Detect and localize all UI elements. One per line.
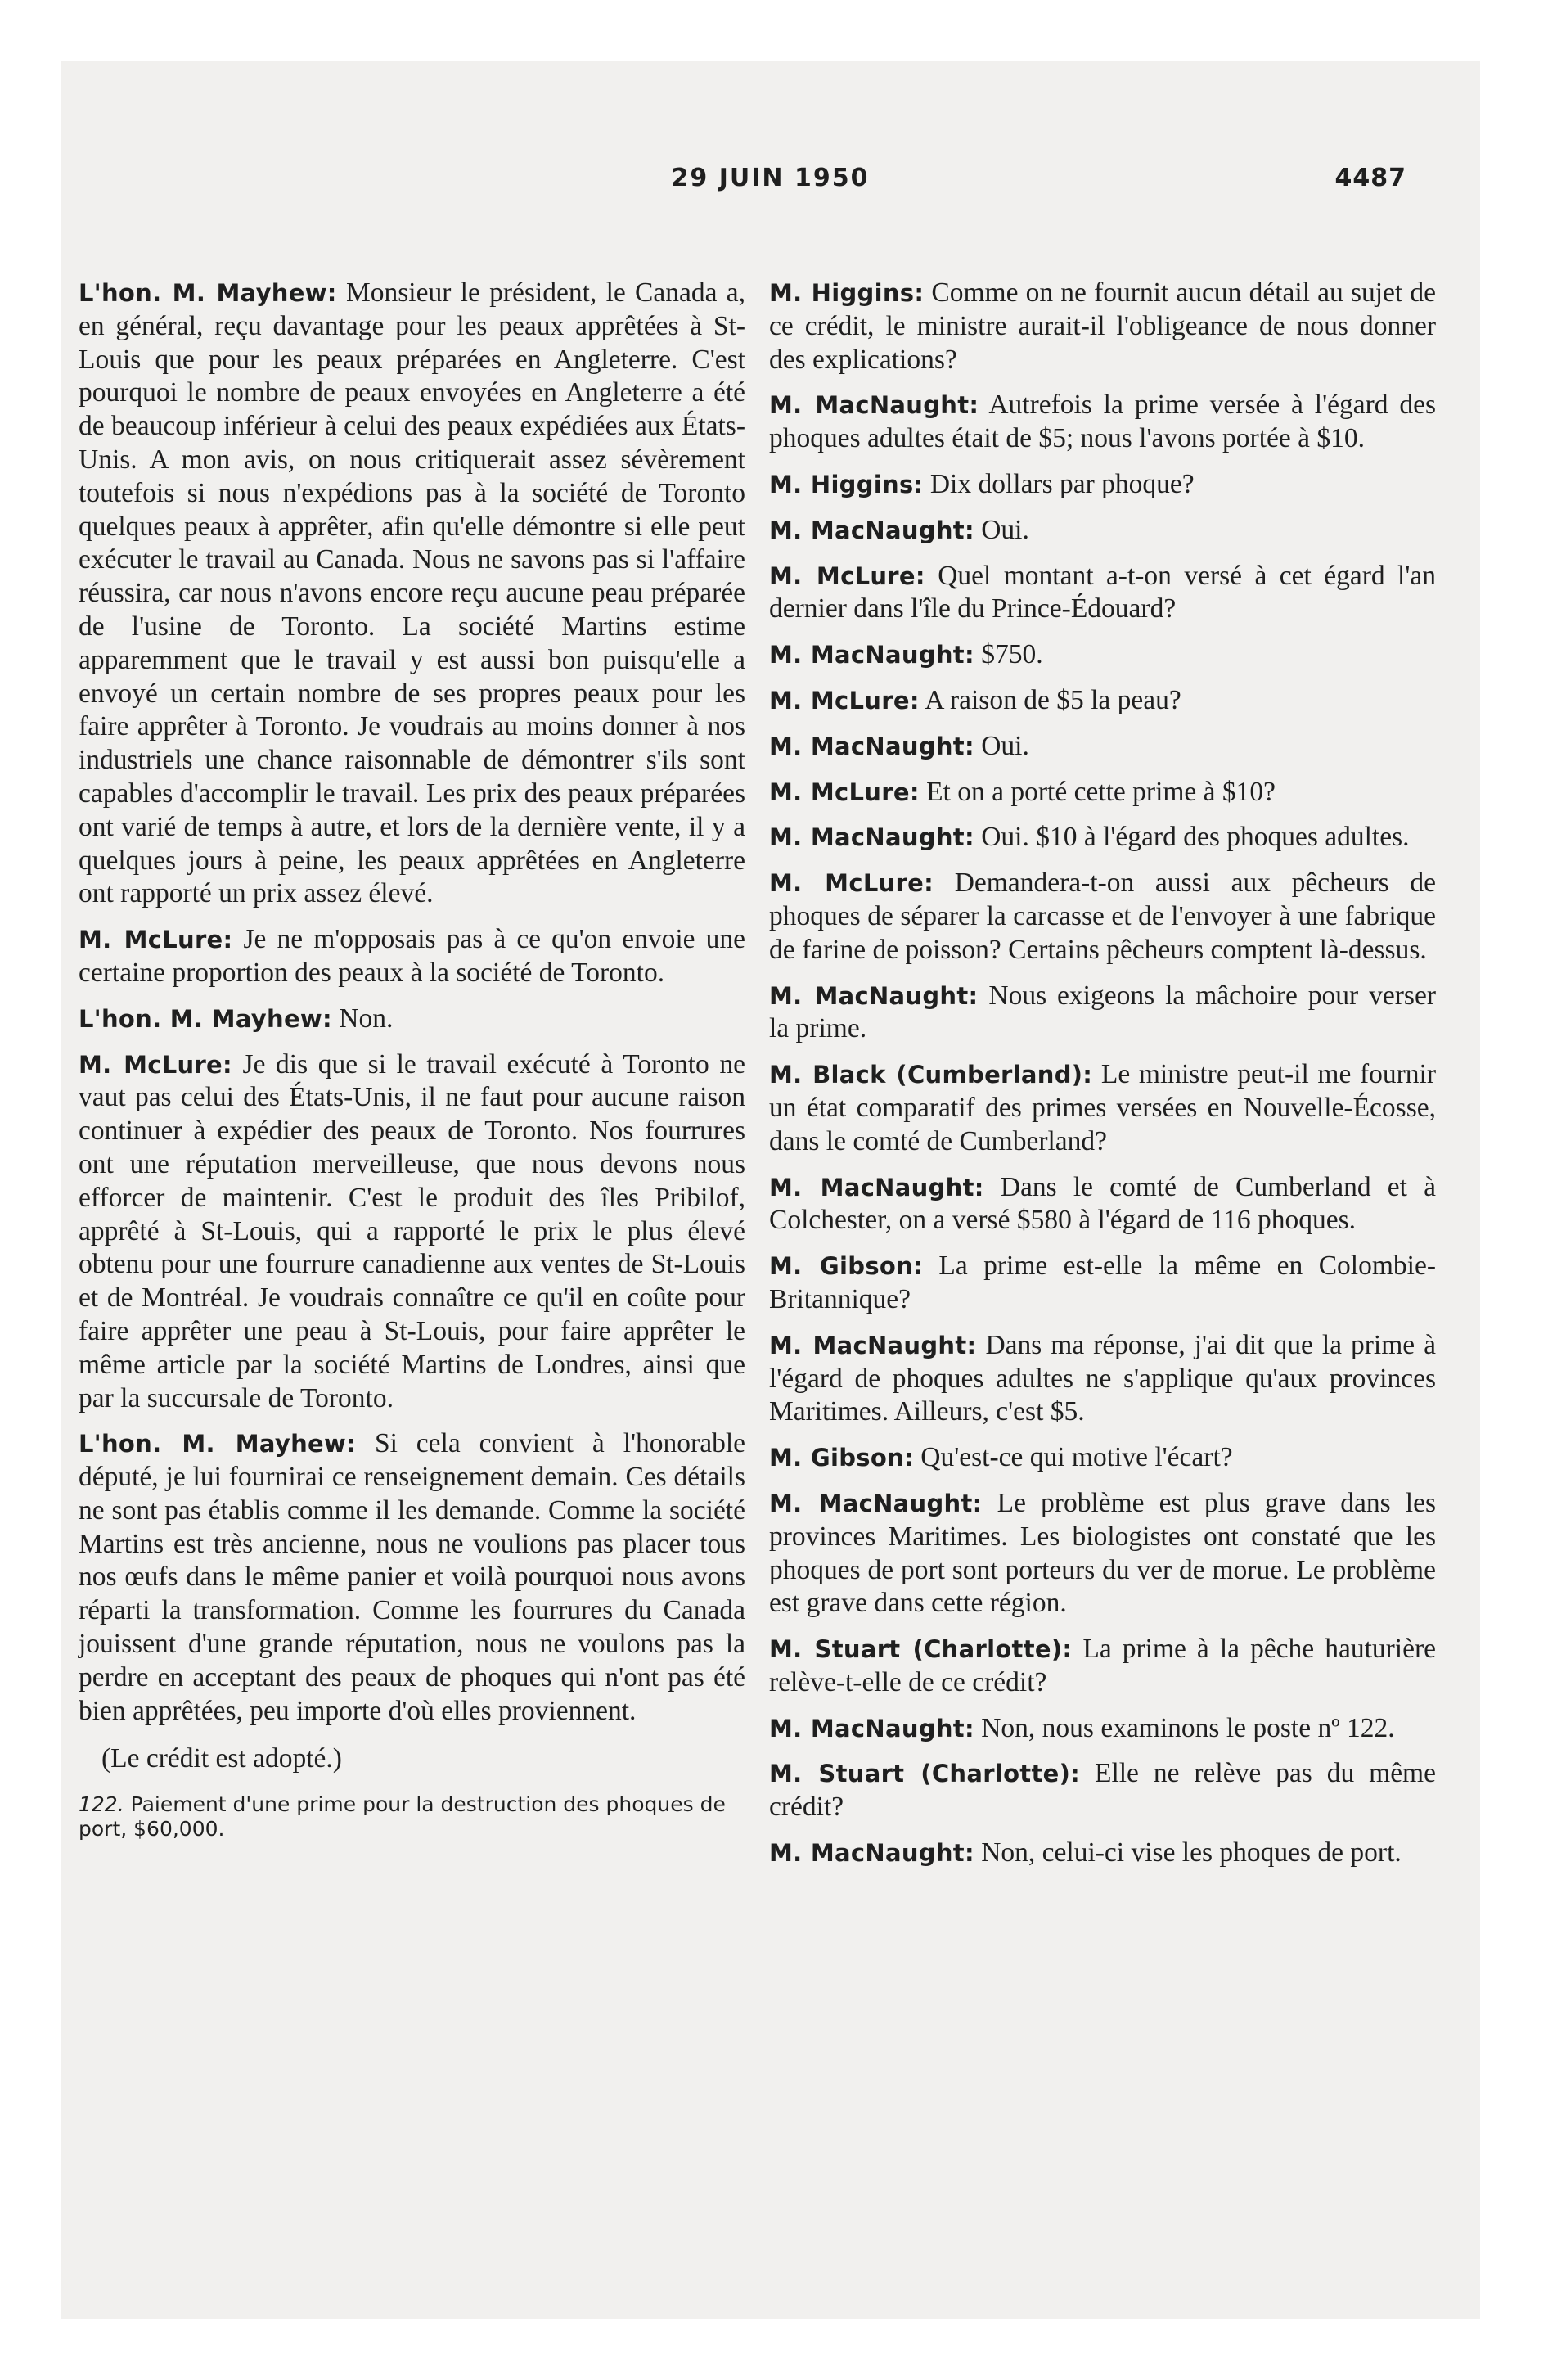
speaker-name: M. Stuart (Charlotte): <box>769 1760 1081 1788</box>
speaker-name: M. MacNaught: <box>769 981 979 1010</box>
speaker-name: M. Higgins: <box>769 279 925 307</box>
speaker-name: L'hon. M. Mayhew: <box>79 1004 332 1033</box>
speech-text: A raison de $5 la peau? <box>925 684 1181 715</box>
paragraph <box>769 1712 1436 1746</box>
left-column <box>79 277 745 1841</box>
speech-text: Dans le comté de Cumberland et à Colchester, on a versé $580 à l'égard de 116 phoques. <box>769 1171 1436 1236</box>
speaker-name: M. Gibson: <box>769 1252 923 1281</box>
paragraph <box>769 1757 1436 1824</box>
speech-text: Oui. <box>981 514 1029 545</box>
paragraph <box>79 923 745 990</box>
paragraph <box>769 1837 1436 1870</box>
speaker-name: M. MacNaught: <box>769 516 974 544</box>
paragraph <box>769 638 1436 672</box>
speaker-name: M. McLure: <box>769 686 920 714</box>
speaker-name: M. McLure: <box>769 869 934 898</box>
paragraph <box>769 1633 1436 1700</box>
paragraph <box>769 1250 1436 1317</box>
speech-text: La prime est-elle la même en Colombie-Britannique? <box>769 1251 1437 1314</box>
speaker-name: M. MacNaught: <box>769 1714 974 1742</box>
speech-text: Si cela convient à l'honorable député, je lui fournirai ce renseignement demain. Ces détails ne sont pas établis comme il les demande. Comme la société Martins est très ancienne, nous ne voulions pas placer tous nos œufs dans le même panier et voilà pourquoi nous avons réparti la transformation. Comme les fourrures du Canada jouissent d'une grande réputation, nous ne voulons pas la perdre en acceptant des peaux de phoques qui n'ont pas été bien apprêtées, peu importe d'où elles proviennent. <box>79 1428 746 1726</box>
speech-text: Qu'est-ce qui motive l'écart? <box>920 1442 1233 1473</box>
paragraph <box>769 1441 1436 1475</box>
paragraph <box>769 684 1436 718</box>
header-date: 29 JUIN 1950 <box>671 164 870 192</box>
paragraph <box>769 1487 1436 1620</box>
speech-text: Non, nous examinons le poste nº 122. <box>981 1712 1395 1743</box>
speech-text: Elle ne relève pas du même crédit? <box>769 1758 1436 1823</box>
right-column <box>769 277 1436 1882</box>
paragraph <box>79 1427 745 1728</box>
speaker-name: M. MacNaught: <box>769 641 974 669</box>
paragraph <box>769 468 1436 502</box>
speech-text: Oui. $10 à l'égard des phoques adultes. <box>981 822 1410 853</box>
item-text: Paiement d'une prime pour la destruction des phoques de port, $60,000. <box>79 1792 726 1841</box>
speaker-name: M. MacNaught: <box>769 1839 974 1868</box>
paragraph <box>769 1329 1436 1429</box>
speaker-name: M. McLure: <box>79 926 233 954</box>
speech-text: Je dis que si le travail exécuté à Toronto ne vaut pas celui des États-Unis, il ne faut pour aucune raison continuer à expédier des peaux de Toronto. Nos fourrures ont une réputation merveilleuse, que nous devons nous efforcer de maintenir. C'est le produit des îles Pribilof, apprêté à St-Louis, qui a rapporté le prix le plus élevé obtenu pour une fourrure canadienne aux ventes de St-Louis et de Montréal. Je voudrais connaître ce qu'il en coûte pour faire apprêter une peau à St-Louis, pour faire apprêter le même article par la société Martins de Londres, ainsi que par la succursale de Toronto. <box>79 1048 746 1413</box>
speech-text: Nous exigeons la mâchoire pour verser la prime. <box>769 980 1436 1044</box>
speaker-name: M. MacNaught: <box>769 1489 983 1517</box>
speech-text: Non. <box>339 1003 394 1034</box>
paragraph <box>769 776 1436 809</box>
speaker-name: M. MacNaught: <box>769 1331 977 1359</box>
speech-text: Autrefois la prime versée à l'égard des phoques adultes était de $5; nous l'avons portée à $10. <box>769 390 1437 454</box>
speech-text: $750. <box>981 639 1043 670</box>
running-header <box>61 157 1480 206</box>
budget-item <box>79 1792 745 1841</box>
speaker-name: M. MacNaught: <box>769 823 974 852</box>
paragraph <box>79 277 745 911</box>
speech-text: La prime à la pêche hauturière relève-t-elle de ce crédit? <box>769 1634 1436 1697</box>
paragraph <box>769 980 1436 1047</box>
speaker-name: M. Stuart (Charlotte): <box>769 1635 1073 1664</box>
speech-text: Dans ma réponse, j'ai dit que la prime à l'égard de phoques adultes ne s'applique qu'aux provinces Maritimes. Ailleurs, c'est $5. <box>769 1329 1437 1427</box>
paragraph <box>769 1171 1436 1238</box>
speaker-name: M. McLure: <box>79 1050 232 1079</box>
speaker-name: M. McLure: <box>769 778 920 806</box>
speech-text: Non, celui-ci vise les phoques de port. <box>981 1837 1402 1868</box>
adopted-note: (Le crédit est adopté.) <box>101 1743 342 1774</box>
speech-text: Quel montant a-t-on versé à cet égard l'an dernier dans l'île du Prince-Édouard? <box>769 560 1436 624</box>
speech-text: Monsieur le président, le Canada a, en général, reçu davantage pour les peaux apprêtées à St-Louis que pour les peaux préparées en Angleterre. C'est pourquoi le nombre de peaux envoyées en Angleterre a été de beaucoup inférieur à celui des peaux expédiées aux États-Unis. A mon avis, on nous critiquerait assez sévèrement toutefois si nous n'expédions pas à la société de Toronto quelques peaux à apprêter, afin qu'elle démontre si elle peut exécuter le travail au Canada. Nous ne savons pas si l'affaire réussira, car nous n'avons encore reçu aucune peau préparée de l'usine de Toronto. La société Martins estime apparemment que le travail y est aussi bon puisqu'elle a envoyé un certain nombre de ses propres peaux pour les faire apprêter à Toronto. Je voudrais au moins donner à nos industriels une chance raisonnable de démontrer s'ils sont capables d'accomplir le travail. Les prix des peaux préparées ont varié de temps à autre, et lors de la dernière vente, il y a quelques jours à peine, les peaux apprêtées en Angleterre ont rapporté un prix assez élevé. <box>79 277 745 909</box>
speech-text: Et on a porté cette prime à $10? <box>926 776 1276 807</box>
document-page <box>61 61 1480 2319</box>
speaker-name: M. Higgins: <box>769 470 924 498</box>
speaker-name: M. MacNaught: <box>769 1173 984 1201</box>
paragraph <box>769 1058 1436 1158</box>
page-number: 4487 <box>1334 164 1406 192</box>
speech-text: Le problème est plus grave dans les provinces Maritimes. Les biologistes ont constaté que les phoques de port sont porteurs du ver de morue. Le problème est grave dans cette région. <box>769 1487 1436 1619</box>
speaker-name: L'hon. M. Mayhew: <box>79 1430 356 1458</box>
speaker-name: M. McLure: <box>769 561 925 590</box>
paragraph <box>769 389 1436 456</box>
speech-text: Oui. <box>981 730 1029 761</box>
speaker-name: M. Black (Cumberland): <box>769 1061 1093 1089</box>
paragraph <box>769 514 1436 548</box>
speech-text: Comme on ne fournit aucun détail au sujet de ce crédit, le ministre aurait-il l'obligeance de nous donner des explications? <box>769 277 1436 375</box>
speech-text: Dix dollars par phoque? <box>929 468 1195 499</box>
speaker-name: M. Gibson: <box>769 1444 914 1472</box>
speech-text: Je ne m'opposais pas à ce qu'on envoie une certaine proportion des peaux à la société de Toronto. <box>79 924 745 988</box>
speaker-name: L'hon. M. Mayhew: <box>79 279 337 307</box>
speech-text: Demandera-t-on aussi aux pêcheurs de phoques de séparer la carcasse et de l'envoyer à une fabrique de farine de poisson? Certains pêcheurs comptent là-dessus. <box>769 868 1436 965</box>
paragraph <box>769 730 1436 764</box>
paragraph <box>769 821 1436 854</box>
paragraph <box>79 1003 745 1036</box>
paragraph <box>769 277 1436 376</box>
speaker-name: M. MacNaught: <box>769 391 979 420</box>
item-number: 122. <box>79 1792 124 1817</box>
paragraph <box>769 867 1436 967</box>
paragraph <box>769 560 1436 627</box>
speaker-name: M. MacNaught: <box>769 732 974 760</box>
paragraph <box>79 1048 745 1416</box>
speech-text: Le ministre peut-il me fournir un état comparatif des primes versées en Nouvelle-Écosse, dans le comté de Cumberland? <box>769 1059 1437 1156</box>
